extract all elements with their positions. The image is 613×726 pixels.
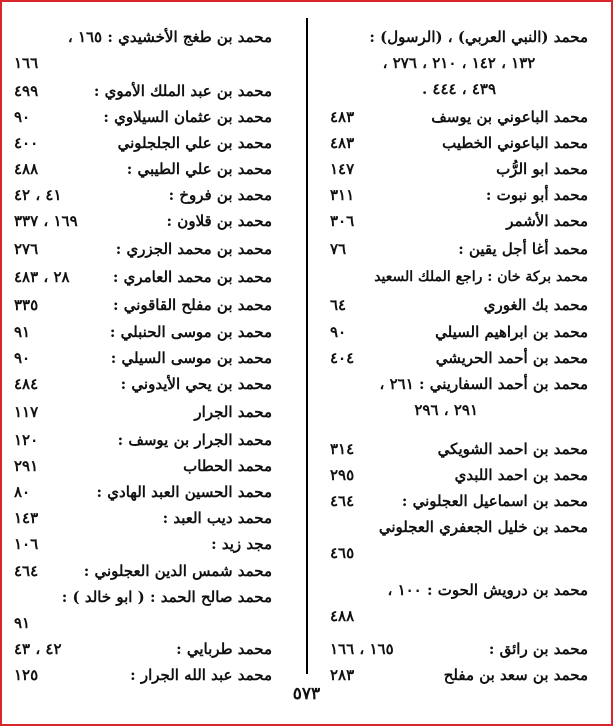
list-item: محمد الباعوني الخطيب ٤٨٣: [330, 134, 588, 152]
list-item: محمد أغا أجل يقين : ٧٦: [330, 240, 588, 258]
list-item: محمد الجرار ١١٧: [14, 403, 272, 421]
list-item: محمد بن موسى الحنبلي : ٩١: [14, 323, 272, 341]
list-item: محمد أبو نبوت : ٣١١: [330, 186, 588, 204]
list-item: محمد بن محمد العامري : ٢٨ ، ٤٨٣: [14, 268, 272, 286]
list-item: محمد بك الغوري ٦٤: [330, 296, 588, 314]
list-item: محمد عبد الله الجرار : ١٢٥: [14, 666, 272, 684]
list-item: محمد الحطاب ٢٩١: [14, 457, 272, 475]
list-item: محمد بن سعد بن مفلح ٢٨٣: [330, 666, 588, 684]
list-item: محمد بن طغج الأخشيدي : ١٦٥ ،: [67, 28, 272, 46]
list-item: محمد بن محمد الجزري : ٢٧٦: [14, 240, 272, 258]
index-column-right: [330, 14, 588, 684]
index-page: [14, 14, 588, 684]
list-item: ٤٦٥: [330, 544, 355, 562]
list-item: محمد بن فروخ : ٤١ ، ٤٢: [14, 186, 272, 204]
list-item: محمد بن درويش الحوت : ١٠٠ ،: [387, 581, 588, 599]
list-item: محمد بن خليل الجعفري العجلوني: [378, 518, 588, 536]
list-item: محمد بن رائق : ١٦٥ ، ١٦٦: [330, 640, 588, 658]
list-item: محمد بن أحمد السفاريني : ٢٦١ ،: [379, 375, 588, 393]
list-item: محمد الحسين العبد الهادي : ٨٠: [14, 483, 272, 501]
list-item: محمد بركة خان : راجع الملك السعيد: [374, 269, 588, 285]
list-item: محمد شمس الدين العجلوني : ٤٦٤: [14, 562, 272, 580]
list-item: ١٣٢ ، ١٤٢ ، ٢١٠ ، ٢٧٦ ،: [382, 54, 536, 72]
list-item: محمد بن احمد اللبدي ٢٩٥: [330, 466, 588, 484]
list-item: ٤٣٩ ، ٤٤٤ .: [421, 80, 497, 98]
list-item: محمد ديب العبد : ١٤٣: [14, 509, 272, 527]
list-item: محمد بن اسماعيل العجلوني : ٤٦٤: [330, 492, 588, 510]
list-item: مجد زيد : ١٠٦: [14, 535, 272, 553]
list-item: محمد الباعوني بن يوسف ٤٨٣: [330, 108, 588, 126]
list-item: محمد بن علي الجلجلوني ٤٠٠: [14, 134, 272, 152]
list-item: ٤٨٨: [330, 607, 355, 625]
list-item: محمد بن عبد الملك الأموي : ٤٩٩: [14, 82, 272, 100]
list-item: محمد بن قلاون : ١٦٩ ، ٣٣٧: [14, 212, 272, 230]
list-item: ٢٩١ ، ٢٩٦: [414, 401, 478, 419]
list-item: ٩١: [14, 614, 31, 632]
list-item: محمد طربايي : ٤٢ ، ٤٣: [14, 640, 272, 658]
list-item: محمد بن احمد الشويكي ٣١٤: [330, 440, 588, 458]
column-divider: [306, 18, 308, 674]
list-item: محمد بن عثمان السيلاوي : ٩٠: [14, 108, 272, 126]
list-item: ١٦٦: [14, 54, 39, 72]
list-item: محمد بن مفلح القاقوني : ٣٣٥: [14, 296, 272, 314]
page-number: ٥٧٣: [292, 684, 321, 704]
list-item: محمد بن أحمد الحريشي ٤٠٤: [330, 349, 588, 367]
list-item: محمد بن علي الطيبي : ٤٨٨: [14, 160, 272, 178]
list-item: محمد صالح الحمد : ( ابو خالد ) :: [61, 588, 272, 606]
list-item: محمد بن موسى السيلي : ٩٠: [14, 349, 272, 367]
index-column-left: [14, 14, 272, 684]
list-item: محمد بن ابراهيم السيلي ٩٠: [330, 323, 588, 341]
list-item: محمد ابو الرُّب ١٤٧: [330, 160, 588, 178]
list-item: محمد بن يحي الأيدوني : ٤٨٤: [14, 375, 272, 393]
list-item: محمد الأشمر ٣٠٦: [330, 212, 588, 230]
list-item: محمد الجرار بن يوسف : ١٢٠: [14, 431, 272, 449]
list-item: محمد (النبي العربي) ، (الرسول) :: [369, 28, 588, 46]
